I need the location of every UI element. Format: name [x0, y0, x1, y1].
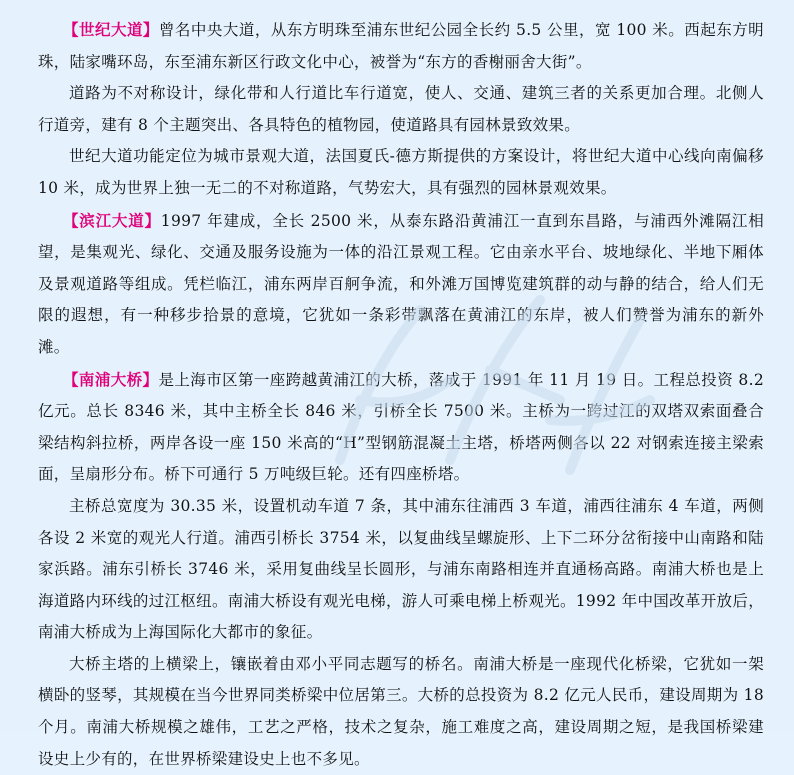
paragraph-riverside-avenue: [38, 205, 764, 364]
section-tag-riverside-avenue: 【滨江大道】: [63, 210, 161, 230]
paragraph-nanpu-bridge-name: 大桥主塔的上横梁上，镶嵌着由邓小平同志题写的桥名。南浦大桥是一座现代化桥梁，它犹如一架横卧的竖琴，其规模在当今世界同类桥梁中位居第三。大桥的总投资为 8.2 亿元人民币，建设周期为 18 个月。南浦大桥规模之雄伟，工艺之严格，技术之复杂，施工难度之高，建设周期之短，是我国桥梁建设史上少有的，在世界桥梁建设史上也不多见。: [38, 654, 764, 768]
paragraph-text: 曾名中央大道，从东方明珠至浦东世纪公园全长约 5.5 公里，宽 100 米。西起东方明珠，陆家嘴环岛，东至浦东新区行政文化中心，被誉为“东方的香榭丽舍大街”。: [38, 21, 764, 71]
paragraph-text: 是上海市区第一座跨越黄浦江的大桥，落成于 1991 年 11 月 19 日。工程总投资 8.2 亿元。总长 8346 米，其中主桥全长 846 米，引桥全长 7500 米。主桥为一跨过江的双塔双索面叠合梁结构斜拉桥，两岸各设一座 150 米高的“H”型钢筋混凝土主塔，桥塔两侧各以 22 对钢索连接主梁索面，呈扇形分布。桥下可通行 5 万吨级巨轮。还有四座桥塔。: [38, 370, 764, 484]
section-tag-nanpu-bridge: 【南浦大桥】: [63, 369, 159, 389]
paragraph-nanpu-bridge-intro: [38, 364, 764, 491]
paragraph-text: 1997 年建成，全长 2500 米，从泰东路沿黄浦江一直到东昌路，与浦西外滩隔江相望，是集观光、绿化、交通及服务设施为一体的沿江景观工程。它由亲水平台、坡地绿化、半地下厢体及景观道路等组成。凭栏临江，浦东两岸百舸争流，和外滩万国博览建筑群的动与静的结合，给人们无限的遐想，有一种移步拾景的意境，它犹如一条彩带飘落在黄浦江的东岸，被人们赞誉为浦东的新外滩。: [38, 211, 764, 356]
paragraph-century-avenue-design: 道路为不对称设计，绿化带和人行道比车行道宽，使人、交通、建筑三者的关系更加合理。北侧人行道旁，建有 8 个主题突出、各具特色的植物园，使道路具有园林景致效果。: [38, 84, 764, 134]
section-tag-century-avenue: 【世纪大道】: [63, 20, 159, 39]
paragraph-century-avenue-intro: [38, 14, 764, 78]
paragraph-century-avenue-function: 世纪大道功能定位为城市景观大道，法国夏氏-德方斯提供的方案设计，将世纪大道中心线向南偏移 10 米，成为世界上独一无二的不对称道路，气势宏大，具有强烈的园林景观效果。: [38, 147, 764, 197]
paragraph-nanpu-bridge-lanes: 主桥总宽度为 30.35 米，设置机动车道 7 条，其中浦东往浦西 3 车道，浦西往浦东 4 车道，两侧各设 2 米宽的观光人行道。浦西引桥长 3754 米，以复曲线呈螺旋形、上下二环分岔衔接中山南路和陆家浜路。浦东引桥长 3746 米，采用复曲线呈长圆形，与浦东南路相连并直通杨高路。南浦大桥也是上海道路内环线的过江枢纽。南浦大桥设有观光电梯，游人可乘电梯上桥观光。1992 年中国改革开放后，南浦大桥成为上海国际化大都市的象征。: [38, 496, 764, 642]
